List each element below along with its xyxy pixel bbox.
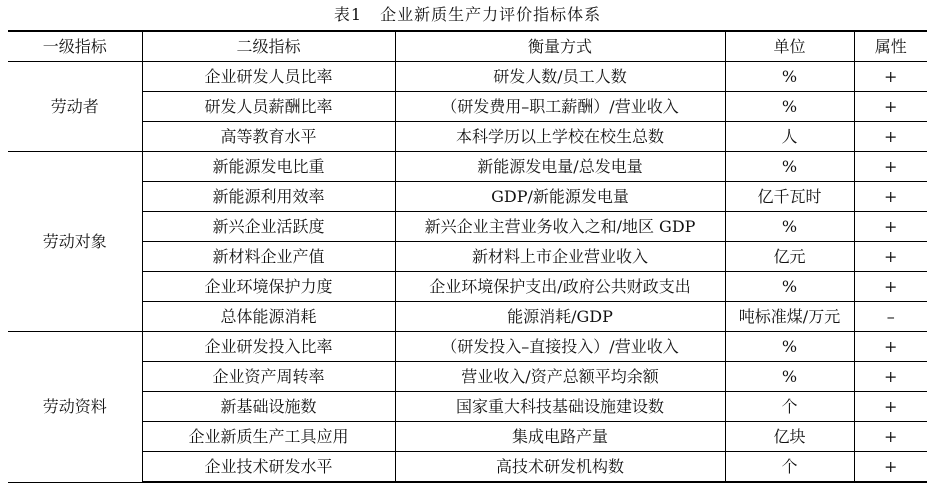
- header-measure: 衡量方式: [395, 31, 725, 62]
- table-row: [8, 392, 927, 422]
- unit-cell: %: [725, 362, 854, 392]
- level1-cell: 劳动者: [8, 62, 142, 152]
- measure-cell: 高技术研发机构数: [395, 452, 725, 483]
- unit-cell: %: [725, 212, 854, 242]
- level1-cell: 劳动资料: [8, 332, 142, 483]
- unit-cell: %: [725, 332, 854, 362]
- unit-cell: 亿千瓦时: [725, 182, 854, 212]
- level2-cell: 新能源利用效率: [142, 182, 395, 212]
- level2-cell: 企业新质生产工具应用: [142, 422, 395, 452]
- table-row: [8, 92, 927, 122]
- attribute-cell: +: [854, 332, 927, 362]
- unit-cell: %: [725, 272, 854, 302]
- attribute-cell: +: [854, 62, 927, 92]
- level2-cell: 新兴企业活跃度: [142, 212, 395, 242]
- level2-cell: 企业环境保护力度: [142, 272, 395, 302]
- table-row: [8, 452, 927, 483]
- attribute-cell: +: [854, 362, 927, 392]
- table-row: [8, 362, 927, 392]
- table-number: 表1: [333, 5, 363, 24]
- table-title: 企业新质生产力评价指标体系: [380, 5, 602, 24]
- attribute-cell: +: [854, 152, 927, 182]
- attribute-cell: –: [854, 302, 927, 332]
- attribute-cell: +: [854, 242, 927, 272]
- table-row: [8, 332, 927, 362]
- measure-cell: 研发人数/员工人数: [395, 62, 725, 92]
- table-row: [8, 152, 927, 182]
- attribute-cell: +: [854, 92, 927, 122]
- unit-cell: 人: [725, 122, 854, 152]
- table-row: [8, 302, 927, 332]
- indicator-table: [8, 30, 927, 483]
- unit-cell: 个: [725, 392, 854, 422]
- unit-cell: 吨标准煤/万元: [725, 302, 854, 332]
- header-row: [8, 31, 927, 62]
- level2-cell: 企业研发投入比率: [142, 332, 395, 362]
- table-caption: [0, 0, 935, 30]
- level2-cell: 总体能源消耗: [142, 302, 395, 332]
- level2-cell: 新基础设施数: [142, 392, 395, 422]
- unit-cell: 亿元: [725, 242, 854, 272]
- header-level1: 一级指标: [8, 31, 142, 62]
- measure-cell: 新材料上市企业营业收入: [395, 242, 725, 272]
- level2-cell: 企业技术研发水平: [142, 452, 395, 483]
- measure-cell: （研发费用–职工薪酬）/营业收入: [395, 92, 725, 122]
- measure-cell: 新能源发电量/总发电量: [395, 152, 725, 182]
- unit-cell: 个: [725, 452, 854, 483]
- table-row: [8, 422, 927, 452]
- attribute-cell: +: [854, 212, 927, 242]
- level2-cell: 企业研发人员比率: [142, 62, 395, 92]
- level2-cell: 高等教育水平: [142, 122, 395, 152]
- unit-cell: %: [725, 152, 854, 182]
- measure-cell: 新兴企业主营业务收入之和/地区 GDP: [395, 212, 725, 242]
- measure-cell: 本科学历以上学校在校生总数: [395, 122, 725, 152]
- unit-cell: %: [725, 92, 854, 122]
- header-attribute: 属性: [854, 31, 927, 62]
- table-row: [8, 122, 927, 152]
- measure-cell: 国家重大科技基础设施建设数: [395, 392, 725, 422]
- measure-cell: 营业收入/资产总额平均余额: [395, 362, 725, 392]
- measure-cell: 企业环境保护支出/政府公共财政支出: [395, 272, 725, 302]
- attribute-cell: +: [854, 122, 927, 152]
- header-level2: 二级指标: [142, 31, 395, 62]
- table-row: [8, 242, 927, 272]
- unit-cell: 亿块: [725, 422, 854, 452]
- level2-cell: 新材料企业产值: [142, 242, 395, 272]
- table-row: [8, 182, 927, 212]
- table-row: [8, 272, 927, 302]
- attribute-cell: +: [854, 392, 927, 422]
- attribute-cell: +: [854, 452, 927, 483]
- measure-cell: （研发投入–直接投入）/营业收入: [395, 332, 725, 362]
- level2-cell: 新能源发电比重: [142, 152, 395, 182]
- level2-cell: 企业资产周转率: [142, 362, 395, 392]
- measure-cell: 能源消耗/GDP: [395, 302, 725, 332]
- level2-cell: 研发人员薪酬比率: [142, 92, 395, 122]
- measure-cell: GDP/新能源发电量: [395, 182, 725, 212]
- table-body: [8, 62, 927, 483]
- level1-cell: 劳动对象: [8, 152, 142, 332]
- attribute-cell: +: [854, 182, 927, 212]
- header-unit: 单位: [725, 31, 854, 62]
- table-row: [8, 212, 927, 242]
- measure-cell: 集成电路产量: [395, 422, 725, 452]
- unit-cell: %: [725, 62, 854, 92]
- table-row: [8, 62, 927, 92]
- attribute-cell: +: [854, 422, 927, 452]
- attribute-cell: +: [854, 272, 927, 302]
